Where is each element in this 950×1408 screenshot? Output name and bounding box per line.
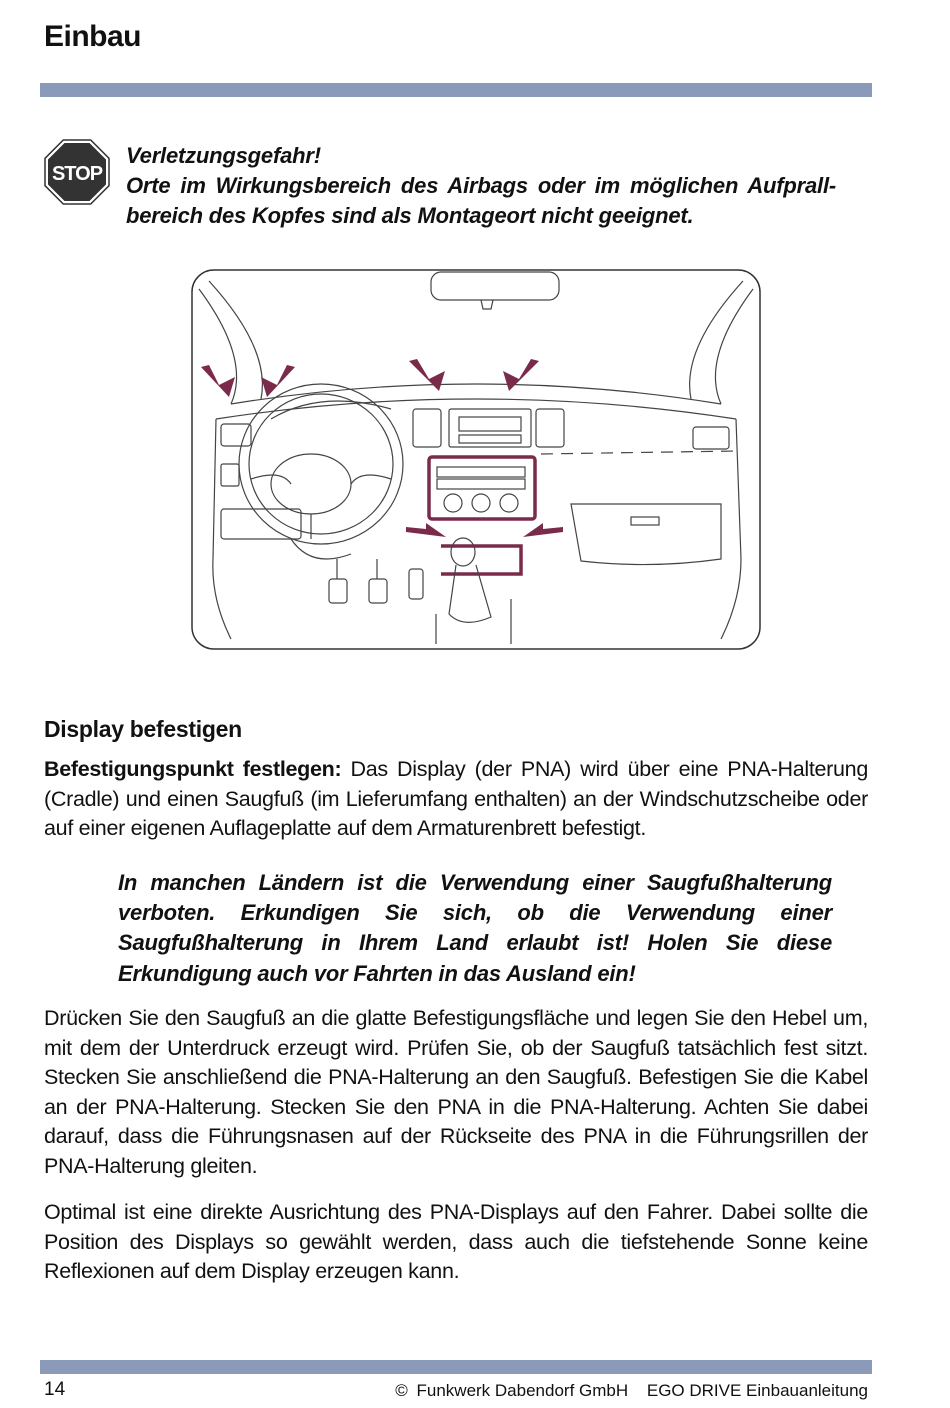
header-divider-bar: [40, 83, 872, 97]
stop-sign-text: STOP: [51, 163, 103, 185]
paragraph-3: Optimal ist eine direkte Ausrichtung des PNA-Displays auf den Fahrer. Dabei sollte die Position des Displays so gewählt werden, dass auch die tiefstehende Sonne keine Reflexionen auf dem Display erzeugen kann.: [44, 1200, 868, 1284]
warning-heading: Verletzungsgefahr!: [126, 143, 321, 168]
arrow-upper-left-2: [261, 365, 295, 397]
page-title: Einbau: [44, 20, 142, 53]
arrow-lower-left: [406, 523, 446, 537]
lead-bold: Befestigungspunkt festlegen:: [44, 757, 342, 781]
lead-paragraph: [44, 755, 868, 844]
warning-line-2: bereich des Kopfes sind als Montageort nicht geeignet.: [126, 203, 694, 228]
section-heading: Display befestigen: [44, 716, 242, 742]
warning-block: [126, 141, 836, 231]
document-title: EGO DRIVE Einbauanleitung: [646, 1381, 868, 1400]
stop-sign-icon: [44, 139, 110, 205]
paragraph-2: Drücken Sie den Saugfuß an die glatte Befestigungsfläche und legen Sie den Hebel um, mit dem der Unterdruck erzeugt wird. Prüfen Sie, ob der Saugfuß tatsächlich fest sitzt. Stecken Sie anschließend die PNA-Halterung an den Saugfuß. Befestigen Sie die Kabel an der PNA-Halterung. Stecken Sie den PNA in die PNA-Halterung. Achten Sie dabei darauf, dass die Führungsnasen auf der Rückseite des PNA in die Führungsrillen der PNA-Halterung gleiten.: [44, 1006, 868, 1178]
arrow-upper-center-right: [503, 359, 539, 391]
arrow-upper-center-left: [409, 359, 445, 391]
note-paragraph: In manchen Ländern ist die Verwendung einer Saugfußhalterung verboten. Erkundigen Sie sich, ob die Verwendung einer Saugfußhalterung in Ihrem Land erlaubt ist! Holen Sie diese Erkundigung auch vor Fahrten in das Ausland ein!: [118, 870, 832, 986]
arrow-lower-right: [523, 523, 563, 537]
warning-line-1: Orte im Wirkungsbereich des Airbags oder im möglichen Aufprall-: [126, 173, 836, 198]
car-dashboard-illustration: [191, 269, 761, 650]
lead-text: Das Display (der PNA) wird über eine PNA-Halterung (Cradle) und einen Saugfuß (im Lieferumfang enthalten) an der Windschutzscheibe oder auf einer eigenen Auflageplatte auf dem Armaturenbrett befestigt.: [44, 757, 868, 841]
copyright-symbol: ©: [395, 1381, 408, 1400]
arrow-upper-left: [201, 365, 235, 397]
footer-divider-bar: [40, 1360, 872, 1374]
page-number: 14: [44, 1379, 66, 1400]
footer-text: [391, 1381, 868, 1401]
company-name: Funkwerk Dabendorf GmbH: [416, 1381, 629, 1400]
